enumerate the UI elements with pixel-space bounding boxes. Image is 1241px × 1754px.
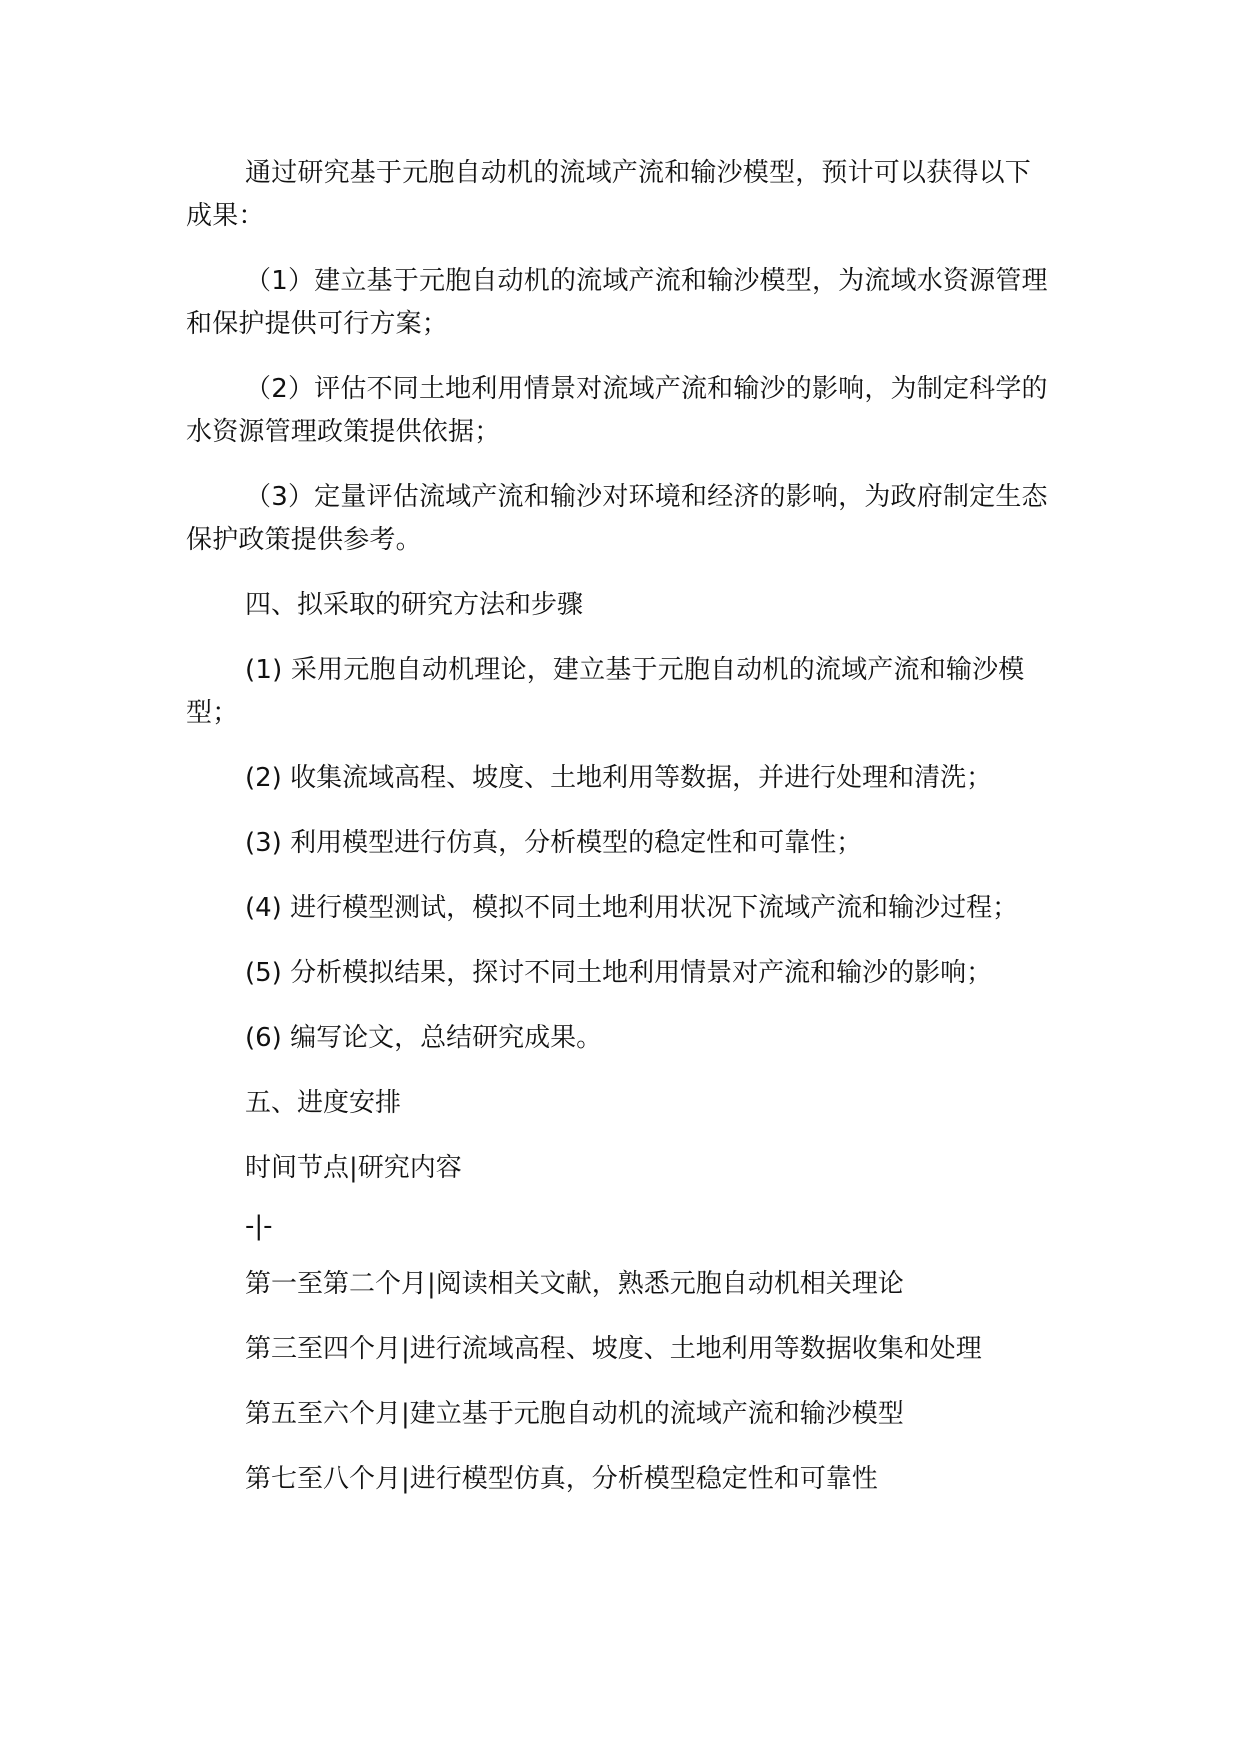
method-step-4: (4) 进行模型测试，模拟不同土地利用状况下流域产流和输沙过程； bbox=[245, 893, 1019, 923]
outcome-paragraph-3: （3）定量评估流域产流和输沙对环境和经济的影响，为政府制定生态保护政策提供参考。 bbox=[186, 482, 1048, 555]
schedule-table-header: 时间节点|研究内容 bbox=[245, 1153, 462, 1183]
outcome-paragraph-2: （2）评估不同土地利用情景对流域产流和输沙的影响，为制定科学的水资源管理政策提供依据； bbox=[186, 374, 1048, 447]
section-4-heading: 四、拟采取的研究方法和步骤 bbox=[245, 590, 584, 620]
method-step-5: (5) 分析模拟结果，探讨不同土地利用情景对产流和输沙的影响； bbox=[245, 958, 993, 988]
document-body bbox=[186, 152, 1056, 1523]
method-step-1: (1) 采用元胞自动机理论，建立基于元胞自动机的流域产流和输沙模型； bbox=[186, 655, 1025, 728]
schedule-row: 第五至六个月|建立基于元胞自动机的流域产流和输沙模型 bbox=[245, 1399, 904, 1429]
method-step-3: (3) 利用模型进行仿真，分析模型的稳定性和可靠性； bbox=[245, 828, 863, 858]
intro-paragraph: 通过研究基于元胞自动机的流域产流和输沙模型，预计可以获得以下成果： bbox=[186, 158, 1032, 231]
schedule-row: 第一至第二个月|阅读相关文献，熟悉元胞自动机相关理论 bbox=[245, 1269, 904, 1299]
method-step-2: (2) 收集流域高程、坡度、土地利用等数据，并进行处理和清洗； bbox=[245, 763, 993, 793]
schedule-table-separator: -|- bbox=[245, 1211, 273, 1241]
method-step-6: (6) 编写论文，总结研究成果。 bbox=[245, 1023, 603, 1053]
schedule-row: 第七至八个月|进行模型仿真，分析模型稳定性和可靠性 bbox=[245, 1464, 878, 1494]
outcome-paragraph-1: （1）建立基于元胞自动机的流域产流和输沙模型，为流域水资源管理和保护提供可行方案； bbox=[186, 266, 1048, 339]
schedule-row: 第三至四个月|进行流域高程、坡度、土地利用等数据收集和处理 bbox=[245, 1334, 982, 1364]
section-5-heading: 五、进度安排 bbox=[245, 1088, 402, 1118]
